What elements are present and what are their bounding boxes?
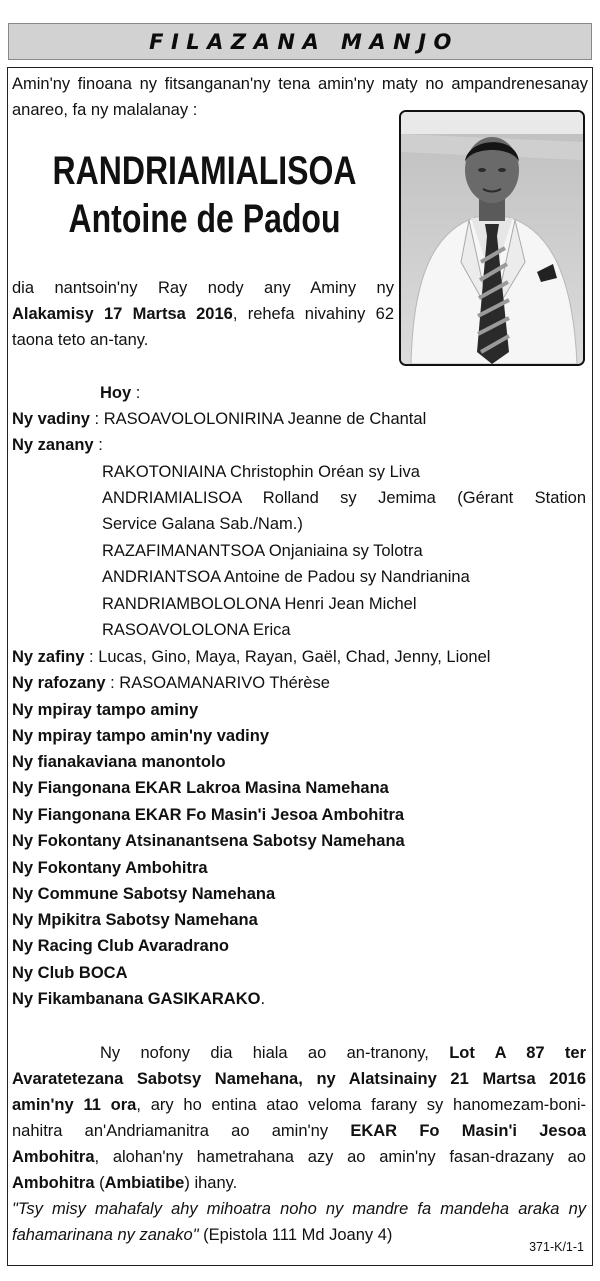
child-line: ANDRIANTSOA Antoine de Padou sy Nandrianina: [102, 568, 470, 586]
mourner-line: Ny fianakaviana manontolo: [12, 753, 226, 771]
mourner-line: Ny Commune Sabotsy Namehana: [12, 885, 276, 903]
children-label: Ny zanany: [12, 436, 94, 454]
mourner-line: Ny Fiangonana EKAR Fo Masin'i Jesoa Ambohitra: [12, 806, 405, 824]
death-date: Alakamisy 17 Martsa 2016: [12, 305, 233, 323]
death-line-2-rest: , rehefa nivahiny 62: [232, 305, 394, 323]
quote-line-2: [12, 1222, 392, 1249]
header-banner: [8, 23, 592, 60]
mourner-line: Ny Mpikitra Sabotsy Namehana: [12, 911, 258, 929]
quote-reference: (Epistola 111 Md Joany 4): [198, 1226, 393, 1244]
mourner-line: Ny Racing Club Avaradrano: [12, 937, 229, 955]
grandchildren-value: : Lucas, Gino, Maya, Rayan, Gaël, Chad, Jenny, Lionel: [84, 648, 491, 666]
death-line-1: dia nantsoin'ny Ray nody any Aminy ny: [12, 279, 394, 297]
notice-reference-code: 371-K/1-1: [529, 1240, 584, 1254]
hoy-label: Hoy: [100, 384, 132, 402]
burial-line-5: [12, 1144, 586, 1171]
burial-line-2: Avaratetezana Sabotsy Namehana, ny Alatsinainy 21 Martsa 2016: [12, 1070, 586, 1088]
burial-l1-plain: Ny nofony dia hiala ao an-tranony,: [100, 1044, 429, 1062]
mourner-line: Ny Club BOCA: [12, 964, 128, 982]
burial-time: amin'ny 11 ora: [12, 1096, 137, 1114]
deceased-photo: [399, 110, 585, 366]
quote-l2-italic: fahamarinana ny zanako": [12, 1226, 199, 1244]
portrait-image: [401, 112, 583, 364]
child-line: RASOAVOLOLONA Erica: [102, 621, 291, 639]
child-line: Service Galana Sab./Nam.): [102, 515, 303, 533]
deceased-surname: RANDRIAMIALISOA: [52, 149, 357, 193]
hoy-line: [100, 380, 140, 407]
header-title: FILAZANA MANJO: [149, 29, 459, 54]
deceased-given-names: Antoine de Padou: [68, 197, 341, 241]
grandchildren-label: Ny zafiny: [12, 648, 85, 666]
burial-line-3: [12, 1092, 586, 1119]
burial-l4-plain: nahitra an'Andriamanitra ao amin'ny: [12, 1122, 329, 1140]
widow-line: [12, 406, 426, 433]
hoy-suffix: :: [131, 384, 141, 402]
intro-line-1: Amin'ny finoana ny fitsanganan'ny tena amin'ny maty no ampandrenesanay: [12, 75, 588, 93]
mourner-last: Ny Fikambanana GASIKARAKO: [12, 990, 261, 1008]
burial-church-place: Ambohitra: [12, 1148, 95, 1166]
burial-l6-b: ) ihany.: [184, 1174, 238, 1192]
mourner-line: Ny Fokontany Atsinanantsena Sabotsy Namehana: [12, 832, 405, 850]
in-law-line: [12, 670, 330, 697]
burial-l3-plain: , ary ho entina atao veloma farany sy hanomezam-boni-: [136, 1096, 586, 1114]
mourner-line-last: [12, 986, 265, 1013]
burial-place-b: Ambiatibe: [104, 1174, 185, 1192]
death-line-2: [12, 301, 394, 328]
burial-line-6: [12, 1170, 237, 1197]
quote-line-1: "Tsy misy mahafaly ahy mihoatra noho ny mandre fa mandeha araka ny: [12, 1200, 586, 1218]
widow-value: : RASOAVOLOLONIRINA Jeanne de Chantal: [89, 410, 427, 428]
in-law-label: Ny rafozany: [12, 674, 106, 692]
children-heading: [12, 432, 103, 459]
in-law-value: : RASOAMANARIVO Thérèse: [105, 674, 330, 692]
children-suffix: :: [93, 436, 103, 454]
intro-line-2: anareo, fa ny malalanay :: [12, 101, 198, 119]
mourner-line: Ny Fiangonana EKAR Lakroa Masina Namehana: [12, 779, 389, 797]
child-line: RAKOTONIAINA Christophin Oréan sy Liva: [102, 463, 420, 481]
burial-church: EKAR Fo Masin'i Jesoa: [350, 1122, 587, 1140]
burial-line-4: [12, 1118, 586, 1145]
mourner-line: Ny mpiray tampo amin'ny vadiny: [12, 727, 269, 745]
grandchildren-line: [12, 644, 490, 671]
mourner-line: Ny mpiray tampo aminy: [12, 701, 199, 719]
child-line: RAZAFIMANANTSOA Onjaniaina sy Tolotra: [102, 542, 423, 560]
burial-address: Lot A 87 ter: [449, 1044, 586, 1062]
burial-l5-plain: , alohan'ny hametrahana azy ao amin'ny fasan-drazany ao: [94, 1148, 586, 1166]
child-line: ANDRIAMIALISOA Rolland sy Jemima (Gérant Station: [102, 489, 586, 507]
death-line-3: taona teto an-tany.: [12, 331, 149, 349]
burial-place-a: Ambohitra: [12, 1174, 95, 1192]
mourner-line: Ny Fokontany Ambohitra: [12, 859, 208, 877]
burial-line-1: [100, 1040, 586, 1067]
widow-label: Ny vadiny: [12, 410, 90, 428]
mourners-end: .: [260, 990, 266, 1008]
child-line: RANDRIAMBOLOLONA Henri Jean Michel: [102, 595, 417, 613]
burial-l6-a: (: [94, 1174, 105, 1192]
